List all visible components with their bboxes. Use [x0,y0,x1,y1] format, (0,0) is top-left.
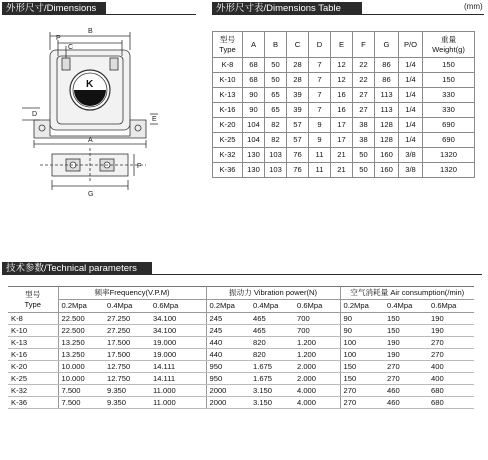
value-cell: 21 [331,148,353,163]
value-cell: 7 [309,73,331,88]
value-cell: 700 [294,313,340,325]
pressure-header: 0.6Mpa [428,300,474,313]
pressure-header: 0.4Mpa [384,300,428,313]
value-cell: 700 [294,325,340,337]
value-cell: 34.100 [150,325,206,337]
value-cell: 4.000 [294,385,340,397]
type-cell: K-10 [213,73,243,88]
value-cell: 34.100 [150,313,206,325]
dimensions-table-header: 外形尺寸表/Dimensions Table [212,2,362,15]
value-cell: 103 [265,163,287,178]
value-cell: 100 [340,337,384,349]
label-d: D [32,111,38,118]
table-row [8,385,474,397]
value-cell: 690 [423,118,475,133]
table-row [213,133,475,148]
label-g: G [88,191,94,198]
frequency-group-header: 频率Frequency(V.P.M) [58,287,206,300]
value-cell: 820 [250,337,294,349]
table-row [8,349,474,361]
value-cell: 68 [243,58,265,73]
value-cell: 150 [384,313,428,325]
col-header: D [309,32,331,58]
label-a: A [88,137,93,144]
value-cell: 22 [353,73,375,88]
value-cell: 57 [287,118,309,133]
value-cell: 17.500 [104,349,150,361]
value-cell: 12 [331,73,353,88]
air-group-header: 空气消耗量 Air consumption(/min) [340,287,474,300]
value-cell: 1/4 [399,133,423,148]
type-cell: K-32 [8,385,58,397]
value-cell: 10.000 [58,373,104,385]
value-cell: 680 [428,385,474,397]
dimensions-header-row [213,32,475,58]
value-cell: 103 [265,148,287,163]
type-cell: K-16 [213,103,243,118]
value-cell: 128 [375,118,399,133]
table-row [213,103,475,118]
label-f: F [137,163,142,170]
type-cell: K-16 [8,349,58,361]
type-header: 型号 Type [213,32,243,58]
value-cell: 160 [375,148,399,163]
value-cell: 19.000 [150,349,206,361]
table-row [8,397,474,409]
value-cell: 50 [353,163,375,178]
col-header: C [287,32,309,58]
value-cell: 17.500 [104,337,150,349]
table-row [213,163,475,178]
value-cell: 17 [331,133,353,148]
value-cell: 190 [428,313,474,325]
value-cell: 19.000 [150,337,206,349]
value-cell: 3/8 [399,163,423,178]
value-cell: 11 [309,163,331,178]
value-cell: 86 [375,58,399,73]
label-b: B [88,28,93,35]
value-cell: 190 [384,337,428,349]
pressure-header: 0.2Mpa [58,300,104,313]
value-cell: 76 [287,148,309,163]
value-cell: 460 [384,397,428,409]
value-cell: 150 [340,361,384,373]
value-cell: 245 [206,325,250,337]
table-row [213,88,475,103]
technical-table [8,286,474,409]
technical-group-row [8,287,474,300]
value-cell: 820 [250,349,294,361]
value-cell: 9.350 [104,397,150,409]
value-cell: 11 [309,148,331,163]
value-cell: 113 [375,103,399,118]
type-cell: K-13 [213,88,243,103]
table-row [213,58,475,73]
value-cell: 21 [331,163,353,178]
value-cell: 39 [287,103,309,118]
value-cell: 82 [265,133,287,148]
table-row [213,118,475,133]
value-cell: 465 [250,325,294,337]
value-cell: 1320 [423,163,475,178]
value-cell: 90 [340,325,384,337]
value-cell: 90 [243,88,265,103]
value-cell: 14.111 [150,361,206,373]
value-cell: 460 [384,385,428,397]
value-cell: 130 [243,148,265,163]
technical-header: 技术参数/Technical parameters [2,262,152,275]
value-cell: 50 [265,73,287,88]
value-cell: 1/4 [399,73,423,88]
unit-label: (mm) [464,2,483,11]
value-cell: 270 [428,349,474,361]
label-e: E [152,116,157,123]
table-row [8,325,474,337]
value-cell: 12.750 [104,373,150,385]
value-cell: 3.150 [250,397,294,409]
value-cell: 400 [428,373,474,385]
type-cell: K-36 [213,163,243,178]
value-cell: 2.000 [294,373,340,385]
pressure-header: 0.6Mpa [294,300,340,313]
value-cell: 270 [384,361,428,373]
value-cell: 28 [287,58,309,73]
value-cell: 68 [243,73,265,88]
value-cell: 50 [353,148,375,163]
value-cell: 1320 [423,148,475,163]
value-cell: 16 [331,88,353,103]
value-cell: 690 [423,133,475,148]
dimensions-header: 外形尺寸/Dimensions [2,2,106,15]
type-cell: K-8 [213,58,243,73]
value-cell: 4.000 [294,397,340,409]
col-header: A [243,32,265,58]
value-cell: 22.500 [58,325,104,337]
value-cell: 14.111 [150,373,206,385]
value-cell: 86 [375,73,399,88]
value-cell: 27 [353,88,375,103]
value-cell: 12.750 [104,361,150,373]
pressure-header: 0.2Mpa [340,300,384,313]
value-cell: 1/4 [399,88,423,103]
col-header: G [375,32,399,58]
value-cell: 27 [353,103,375,118]
value-cell: 330 [423,103,475,118]
type-cell: K-36 [8,397,58,409]
value-cell: 82 [265,118,287,133]
value-cell: 9 [309,118,331,133]
value-cell: 1.200 [294,349,340,361]
table-row [213,73,475,88]
pressure-header: 0.4Mpa [104,300,150,313]
type-cell: K-8 [8,313,58,325]
value-cell: 270 [340,397,384,409]
value-cell: 150 [340,373,384,385]
value-cell: 27.250 [104,313,150,325]
type-cell: K-13 [8,337,58,349]
type-cell: K-10 [8,325,58,337]
value-cell: 440 [206,349,250,361]
value-cell: 7 [309,103,331,118]
value-cell: 28 [287,73,309,88]
value-cell: 2000 [206,385,250,397]
dimension-drawing [0,20,206,210]
type-cell: K-32 [213,148,243,163]
value-cell: 13.250 [58,337,104,349]
value-cell: 1/4 [399,58,423,73]
value-cell: 1.675 [250,361,294,373]
value-cell: 680 [428,397,474,409]
value-cell: 90 [243,103,265,118]
pressure-header: 0.4Mpa [250,300,294,313]
value-cell: 17 [331,118,353,133]
model-letter: K [86,79,94,90]
value-cell: 1.675 [250,373,294,385]
table-row [8,337,474,349]
value-cell: 16 [331,103,353,118]
value-cell: 50 [265,58,287,73]
value-cell: 270 [428,337,474,349]
value-cell: 465 [250,313,294,325]
value-cell: 113 [375,88,399,103]
value-cell: 7 [309,88,331,103]
pressure-row [8,300,474,313]
value-cell: 38 [353,118,375,133]
value-cell: 38 [353,133,375,148]
value-cell: 3/8 [399,148,423,163]
value-cell: 130 [243,163,265,178]
type-cell: K-25 [8,373,58,385]
col-header: P/O [399,32,423,58]
value-cell: 22 [353,58,375,73]
vibration-group-header: 振动力 Vibration power(N) [206,287,340,300]
col-header: F [353,32,375,58]
value-cell: 1/4 [399,103,423,118]
value-cell: 10.000 [58,361,104,373]
header-rule [152,274,482,275]
table-row [213,148,475,163]
pressure-header: 0.6Mpa [150,300,206,313]
value-cell: 245 [206,313,250,325]
value-cell: 270 [340,385,384,397]
value-cell: 13.250 [58,349,104,361]
label-c: C [68,44,74,51]
value-cell: 190 [384,349,428,361]
table-row [8,361,474,373]
pressure-header: 0.2Mpa [206,300,250,313]
value-cell: 9.350 [104,385,150,397]
value-cell: 11.000 [150,385,206,397]
label-p: P [56,35,61,42]
value-cell: 9 [309,133,331,148]
value-cell: 27.250 [104,325,150,337]
col-header: E [331,32,353,58]
value-cell: 11.000 [150,397,206,409]
header-rule [362,14,484,15]
value-cell: 128 [375,133,399,148]
value-cell: 440 [206,337,250,349]
value-cell: 400 [428,361,474,373]
value-cell: 2000 [206,397,250,409]
value-cell: 160 [375,163,399,178]
type-cell: K-20 [213,118,243,133]
value-cell: 330 [423,88,475,103]
value-cell: 90 [340,313,384,325]
value-cell: 1/4 [399,118,423,133]
value-cell: 104 [243,118,265,133]
type-header: 型号 Type [8,287,58,313]
value-cell: 57 [287,133,309,148]
value-cell: 39 [287,88,309,103]
value-cell: 150 [423,58,475,73]
value-cell: 2.000 [294,361,340,373]
value-cell: 65 [265,103,287,118]
value-cell: 76 [287,163,309,178]
type-cell: K-25 [213,133,243,148]
value-cell: 3.150 [250,385,294,397]
value-cell: 104 [243,133,265,148]
header-rule [106,14,196,15]
value-cell: 100 [340,349,384,361]
value-cell: 950 [206,373,250,385]
weight-header: 重量 Weight(g) [423,32,475,58]
value-cell: 190 [428,325,474,337]
type-cell: K-20 [8,361,58,373]
value-cell: 150 [423,73,475,88]
table-row [8,313,474,325]
value-cell: 950 [206,361,250,373]
value-cell: 22.500 [58,313,104,325]
value-cell: 7.500 [58,385,104,397]
value-cell: 7.500 [58,397,104,409]
value-cell: 1.200 [294,337,340,349]
table-row [8,373,474,385]
dimensions-table [212,31,475,178]
value-cell: 7 [309,58,331,73]
value-cell: 150 [384,325,428,337]
value-cell: 270 [384,373,428,385]
value-cell: 12 [331,58,353,73]
value-cell: 65 [265,88,287,103]
col-header: B [265,32,287,58]
